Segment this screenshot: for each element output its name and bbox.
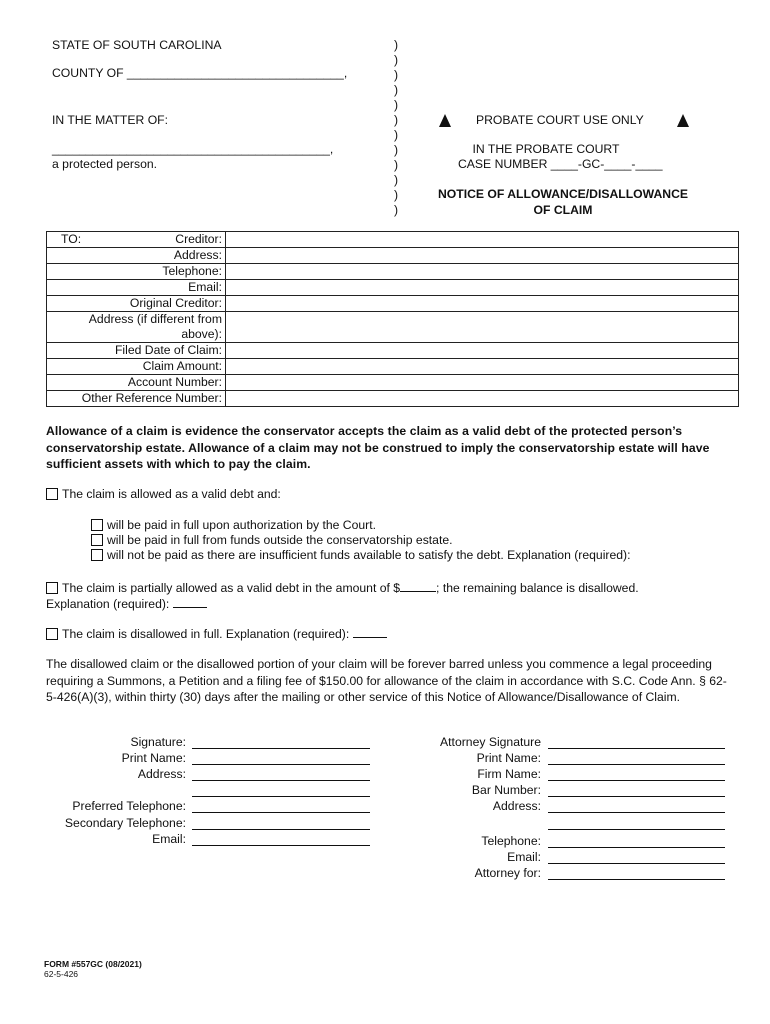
bar-number-line[interactable] xyxy=(548,796,725,797)
sub-option-3 xyxy=(91,548,630,562)
signature-label: Signature: xyxy=(130,735,186,749)
attorney-address-line-1[interactable] xyxy=(548,812,725,813)
table-row xyxy=(47,248,739,264)
row-label: Original Creditor: xyxy=(47,296,226,312)
table-row xyxy=(47,359,739,375)
protected-person-label: a protected person. xyxy=(52,157,158,171)
matter-heading: IN THE MATTER OF: xyxy=(52,113,169,127)
sub-option-label: will not be paid as there are insufficient funds available to satisfy the debt. Explanation (required): xyxy=(107,548,631,562)
disallowed-label: The claim is disallowed in full. Explanation (required): xyxy=(62,627,350,641)
sub-option-label: will be paid in full upon authorization by the Court. xyxy=(107,518,376,532)
partial-explanation xyxy=(46,595,207,611)
paren: ) xyxy=(393,98,399,112)
disallowed-checkbox[interactable] xyxy=(46,628,58,640)
email-field[interactable] xyxy=(226,280,739,296)
secondary-telephone-label: Secondary Telephone: xyxy=(64,816,186,830)
paren: ) xyxy=(393,128,399,142)
county-line[interactable]: COUNTY OF ________________________________, xyxy=(52,66,348,80)
table-row xyxy=(47,264,739,280)
account-number-field[interactable] xyxy=(226,375,739,391)
attorney-email-line[interactable] xyxy=(548,863,725,864)
print-name-label: Print Name: xyxy=(121,751,186,765)
firm-name-line[interactable] xyxy=(548,780,725,781)
to-label: TO: xyxy=(61,232,82,246)
paren: ) xyxy=(393,113,399,127)
form-number: FORM #557GC (08/2021) xyxy=(44,959,142,969)
court-name: IN THE PROBATE COURT xyxy=(472,142,620,156)
row-label: Creditor: xyxy=(175,232,222,246)
signature-line[interactable] xyxy=(192,748,370,749)
statute-reference: 62-5-426 xyxy=(44,969,79,979)
probate-use-only: PROBATE COURT USE ONLY xyxy=(476,113,644,127)
paren: ) xyxy=(393,38,399,52)
triangle-left-icon xyxy=(439,114,451,127)
address-label: Address: xyxy=(137,767,186,781)
paren: ) xyxy=(393,158,399,172)
original-creditor-field[interactable] xyxy=(226,296,739,312)
preferred-telephone-label: Preferred Telephone: xyxy=(72,799,186,813)
row-label: Filed Date of Claim: xyxy=(47,343,226,359)
partial-explanation-label: Explanation (required): xyxy=(46,597,170,611)
disallowed-explanation-input[interactable] xyxy=(353,625,387,638)
table-row xyxy=(47,343,739,359)
sub-option-label: will be paid in full from funds outside the conservatorship estate. xyxy=(107,533,453,547)
bar-number-label: Bar Number: xyxy=(471,783,541,797)
allowed-checkbox[interactable] xyxy=(46,488,58,500)
protected-person-name-line[interactable]: _________________________________________, xyxy=(52,142,334,156)
attorney-address-label: Address: xyxy=(492,799,541,813)
partial-checkbox[interactable] xyxy=(46,582,58,594)
attorney-signature-line[interactable] xyxy=(548,748,725,749)
alternate-address-field[interactable] xyxy=(226,312,739,343)
partial-label-b: ; the remaining balance is disallowed. xyxy=(436,581,639,595)
paren: ) xyxy=(393,203,399,217)
notice-title-line1: NOTICE OF ALLOWANCE/DISALLOWANCE xyxy=(437,187,689,201)
row-label: Address: xyxy=(47,248,226,264)
paren: ) xyxy=(393,143,399,157)
paren: ) xyxy=(393,68,399,82)
option-allowed xyxy=(46,487,281,501)
not-paid-checkbox[interactable] xyxy=(91,549,103,561)
barred-notice: The disallowed claim or the disallowed portion of your claim will be forever barred unless you commence a legal proceeding requiring a Summons, a Petition and a filing fee of $150.00 for allowance of the claim in accordance with S.C. Code Ann. § 62-5-426(A)(3), within thirty (30) days after the mailing or other service of this Notice of Allowance/Disallowance of Claim. xyxy=(46,657,727,704)
case-number-field[interactable]: CASE NUMBER ____-GC-____-____ xyxy=(458,157,663,171)
attorney-email-label: Email: xyxy=(507,850,541,864)
state-heading: STATE OF SOUTH CAROLINA xyxy=(52,38,222,52)
option-allowed-label: The claim is allowed as a valid debt and: xyxy=(62,487,281,501)
address-line-1[interactable] xyxy=(192,780,370,781)
table-row xyxy=(47,232,739,248)
table-row xyxy=(47,280,739,296)
partial-label-a: The claim is partially allowed as a valid debt in the amount of $ xyxy=(62,581,401,595)
option-disallowed xyxy=(46,625,387,641)
creditor-info-table xyxy=(46,231,739,407)
table-row xyxy=(47,312,739,343)
notice-title-line2: OF CLAIM xyxy=(533,203,593,217)
other-reference-field[interactable] xyxy=(226,391,739,407)
row-label: Address (if different from above): xyxy=(47,312,226,343)
table-row xyxy=(47,296,739,312)
paren: ) xyxy=(393,188,399,202)
paid-by-court-checkbox[interactable] xyxy=(91,519,103,531)
row-label: Account Number: xyxy=(47,375,226,391)
attorney-address-line-2[interactable] xyxy=(548,829,725,830)
option-partial xyxy=(46,579,639,595)
preferred-telephone-line[interactable] xyxy=(192,812,370,813)
secondary-telephone-line[interactable] xyxy=(192,829,370,830)
paren: ) xyxy=(393,83,399,97)
attorney-signature-label: Attorney Signature xyxy=(440,735,541,749)
email-label: Email: xyxy=(152,832,186,846)
table-row xyxy=(47,391,739,407)
paren: ) xyxy=(393,53,399,67)
address-line-2[interactable] xyxy=(192,796,370,797)
row-label: Email: xyxy=(47,280,226,296)
print-name-line[interactable] xyxy=(192,764,370,765)
address-field[interactable] xyxy=(226,248,739,264)
allowance-statement: Allowance of a claim is evidence the conservator accepts the claim as a valid debt of the protected person’s conservatorship estate. Allowance of a claim may not be construed to imply the conservatorship estate will have sufficient assets with which to pay the claim. xyxy=(46,424,710,471)
attorney-print-name-label: Print Name: xyxy=(476,751,541,765)
row-label: Claim Amount: xyxy=(47,359,226,375)
attorney-for-label: Attorney for: xyxy=(474,866,541,880)
paid-outside-estate-checkbox[interactable] xyxy=(91,534,103,546)
table-row xyxy=(47,375,739,391)
triangle-right-icon xyxy=(677,114,689,127)
sub-option-1 xyxy=(91,518,376,532)
email-line[interactable] xyxy=(192,845,370,846)
telephone-field[interactable] xyxy=(226,264,739,280)
firm-name-label: Firm Name: xyxy=(477,767,541,781)
sub-option-2 xyxy=(91,533,453,547)
row-label: Telephone: xyxy=(47,264,226,280)
creditor-field[interactable] xyxy=(226,232,739,248)
partial-explanation-input[interactable] xyxy=(173,595,207,608)
paren: ) xyxy=(393,173,399,187)
attorney-for-line[interactable] xyxy=(548,879,725,880)
row-label: Other Reference Number: xyxy=(47,391,226,407)
attorney-telephone-label: Telephone: xyxy=(481,834,541,848)
partial-amount-input[interactable] xyxy=(400,579,436,592)
attorney-telephone-line[interactable] xyxy=(548,847,725,848)
attorney-print-name-line[interactable] xyxy=(548,764,725,765)
claim-amount-field[interactable] xyxy=(226,359,739,375)
filed-date-field[interactable] xyxy=(226,343,739,359)
